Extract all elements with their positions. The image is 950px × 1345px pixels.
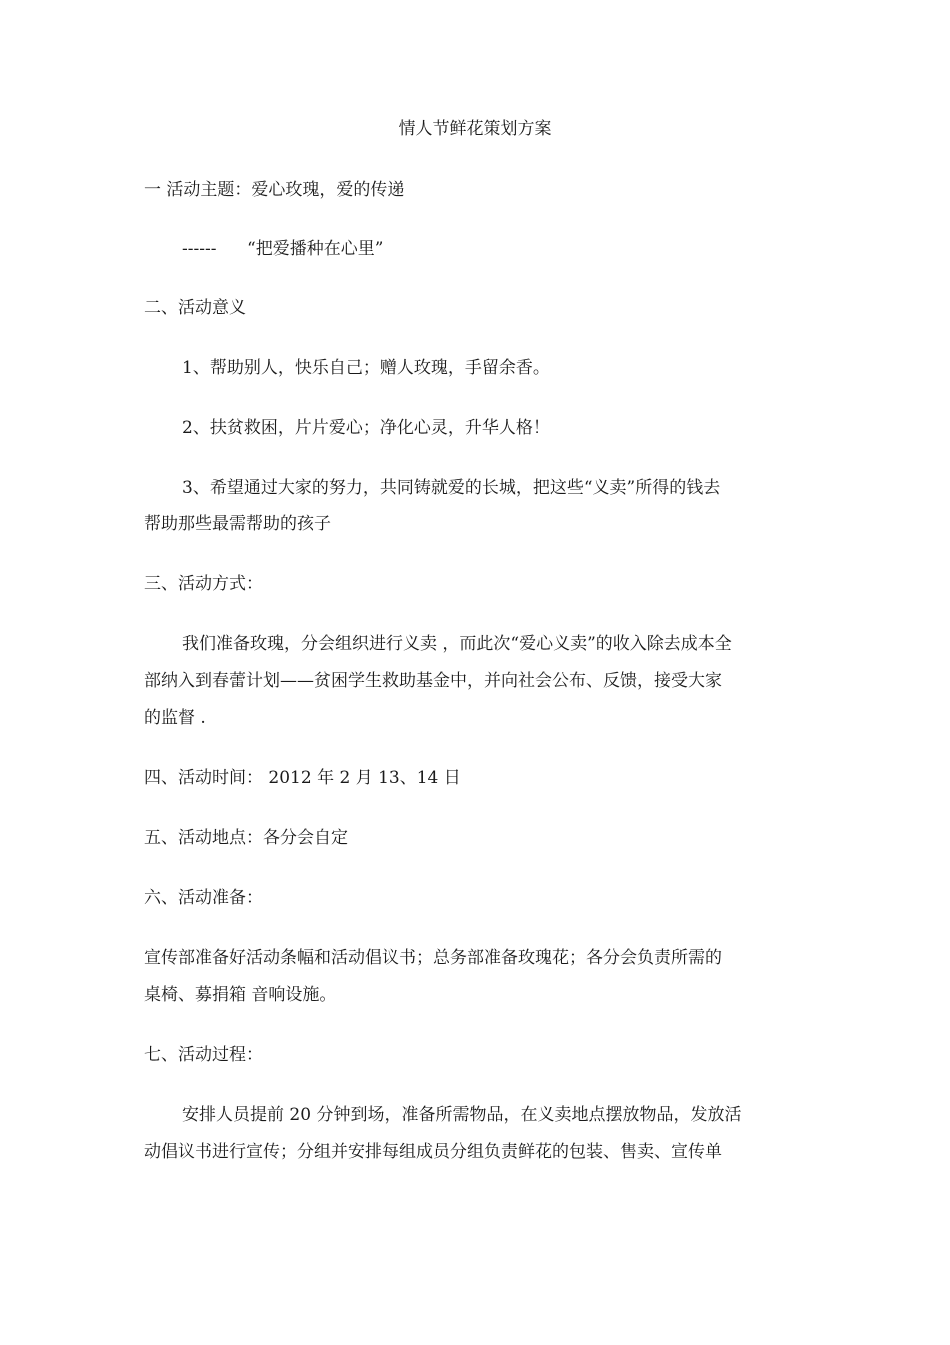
section-3-paragraph-line-1: 我们准备玫瑰，分会组织进行义卖 ，而此次“爱心义卖”的收入除去成本全 xyxy=(182,634,732,654)
section-1-sub-quote: “把爱播种在心里” xyxy=(247,239,384,259)
section-7-paragraph-line-1: 安排人员提前 20 分钟到场，准备所需物品，在义卖地点摆放物品，发放活 xyxy=(182,1105,742,1125)
section-3-paragraph-line-2: 部纳入到春蕾计划——贫困学生救助基金中，并向社会公布、反馈，接受大家 xyxy=(144,671,722,691)
section-2-item-2: 2、扶贫救困，片片爱心；净化心灵，升华人格！ xyxy=(182,418,550,438)
section-2-heading: 二、活动意义 xyxy=(144,298,246,318)
section-6-paragraph-line-2: 桌椅、募捐箱 音响设施。 xyxy=(144,985,337,1005)
document-title: 情人节鲜花策划方案 xyxy=(398,119,552,139)
section-2-item-1: 1、帮助别人，快乐自己；赠人玫瑰，手留余香。 xyxy=(182,358,550,378)
section-1-sub-dash: ------ xyxy=(182,239,217,259)
section-7-heading: 七、活动过程： xyxy=(144,1045,263,1065)
section-6-heading: 六、活动准备： xyxy=(144,888,263,908)
section-2-item-3-line-1: 3、希望通过大家的努力，共同铸就爱的长城，把这些“义卖”所得的钱去 xyxy=(182,478,721,498)
section-3-paragraph-line-3: 的监督 . xyxy=(144,708,206,728)
section-3-heading: 三、活动方式： xyxy=(144,574,263,594)
section-7-paragraph-line-2: 动倡议书进行宣传；分组并安排每组成员分组负责鲜花的包装、售卖、宣传单 xyxy=(144,1142,722,1162)
section-5-heading: 五、活动地点：各分会自定 xyxy=(144,828,348,848)
section-6-paragraph-line-1: 宣传部准备好活动条幅和活动倡议书；总务部准备玫瑰花；各分会负责所需的 xyxy=(144,948,722,968)
section-2-item-3-line-2: 帮助那些最需帮助的孩子 xyxy=(144,514,331,534)
section-1-heading: 一 活动主题：爱心玫瑰，爱的传递 xyxy=(144,180,405,200)
section-4-heading: 四、活动时间： 2012 年 2 月 13、14 日 xyxy=(144,768,461,788)
